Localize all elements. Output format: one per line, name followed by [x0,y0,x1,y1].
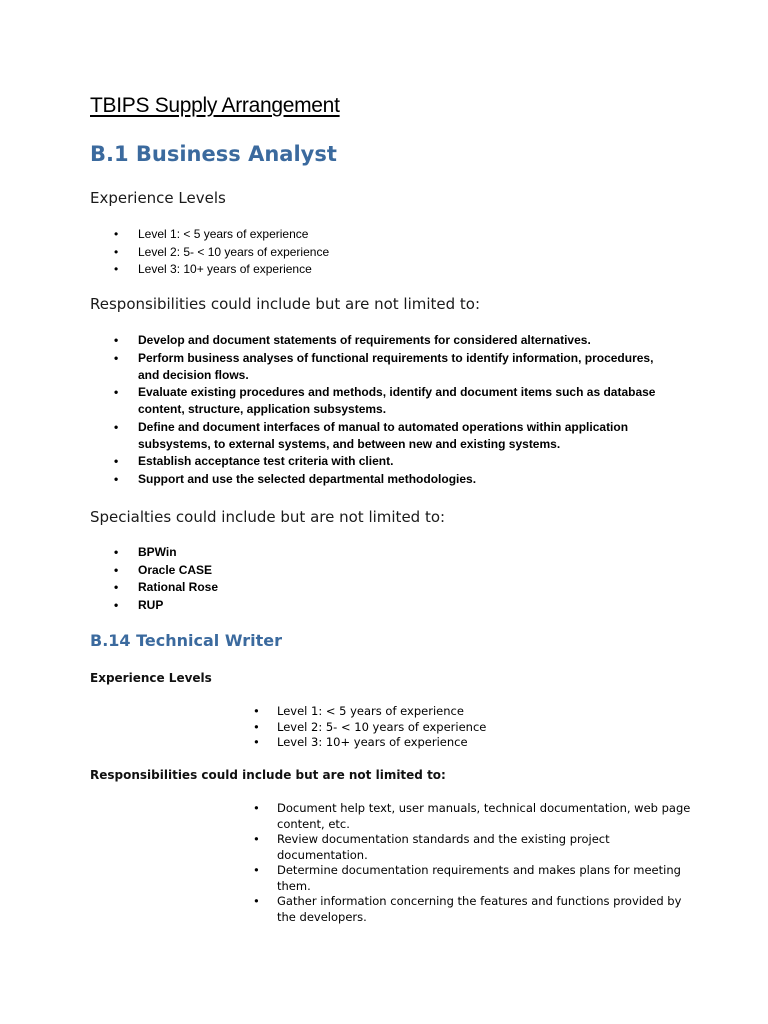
responsibilities-list [253,801,693,925]
list-item-text: Establish acceptance test criteria with client. [138,454,394,468]
bullet-icon: • [253,735,260,749]
bullet-icon: • [114,454,119,468]
responsibilities-list [114,332,674,488]
bullet-icon: • [114,333,119,347]
list-item-text: Gather information concerning the features and functions provided by the developers. [277,894,682,924]
responsibilities-heading: Responsibilities could include but are not limited to: [90,768,446,782]
experience-levels-heading: Experience Levels [90,671,212,685]
bullet-icon: • [114,597,119,612]
list-item-text: Define and document interfaces of manual to automated operations within application subsystems, to external systems, and between new and existing systems. [138,419,629,451]
bullet-icon: • [253,719,260,734]
list-item-text: Develop and document statements of requirements for considered alternatives. [138,333,591,347]
list-item [253,863,693,894]
list-item-text: Oracle CASE [138,562,213,577]
experience-levels-heading: Experience Levels [90,189,226,207]
list-item [114,384,674,418]
list-item-text: Document help text, user manuals, technical documentation, web page content, etc. [277,801,691,831]
list-item-text: Support and use the selected departmental methodologies. [138,471,477,486]
list-item-text: Perform business analyses of functional requirements to identify information, procedures, and decision flows. [138,350,654,382]
list-item [253,832,693,863]
bullet-icon: • [114,580,119,594]
list-item-text: Review documentation standards and the existing project documentation. [277,832,610,862]
list-item [114,226,674,243]
list-item-text: Level 1: < 5 years of experience [138,227,309,241]
list-item [114,597,674,614]
list-item-text: RUP [138,597,164,612]
specialties-list [114,544,674,614]
section-heading-technical-writer: B.14 Technical Writer [90,631,282,650]
list-item [114,350,674,384]
experience-levels-list [114,226,674,279]
list-item [253,801,693,832]
list-item-text: Level 3: 10+ years of experience [277,735,468,749]
bullet-icon: • [253,704,260,718]
list-item [114,562,674,579]
bullet-icon: • [253,863,260,877]
list-item [114,453,674,470]
bullet-icon: • [253,801,260,815]
list-item [114,261,674,278]
bullet-icon: • [114,562,119,577]
list-item [114,244,674,261]
section-heading-business-analyst: B.1 Business Analyst [90,142,337,166]
list-item-text: Level 3: 10+ years of experience [138,262,312,276]
bullet-icon: • [114,471,119,486]
list-item [114,471,674,488]
list-item [253,735,693,751]
list-item-text: Level 2: 5- < 10 years of experience [138,244,330,259]
list-item [114,419,674,453]
list-item-text: Level 1: < 5 years of experience [277,704,464,718]
bullet-icon: • [114,385,119,399]
list-item [253,704,693,720]
list-item-text: BPWin [138,545,177,559]
bullet-icon: • [253,832,260,846]
responsibilities-heading: Responsibilities could include but are not limited to: [90,295,481,313]
list-item-text: Level 2: 5- < 10 years of experience [277,719,487,734]
specialties-heading: Specialties could include but are not limited to: [90,508,446,526]
experience-levels-list [253,704,693,751]
bullet-icon: • [114,545,119,559]
bullet-icon: • [114,244,119,259]
list-item [253,720,693,736]
list-item [114,544,674,561]
list-item [253,894,693,925]
list-item-text: Rational Rose [138,580,219,594]
bullet-icon: • [114,419,119,434]
bullet-icon: • [114,350,119,365]
bullet-icon: • [114,227,119,241]
list-item-text: Evaluate existing procedures and methods, identify and document items such as database content, structure, application subsystems. [138,385,656,416]
list-item [114,579,674,596]
list-item [114,332,674,349]
bullet-icon: • [253,894,260,908]
document-title: TBIPS Supply Arrangement [90,94,340,117]
bullet-icon: • [114,262,119,276]
list-item-text: Determine documentation requirements and makes plans for meeting them. [277,863,681,893]
